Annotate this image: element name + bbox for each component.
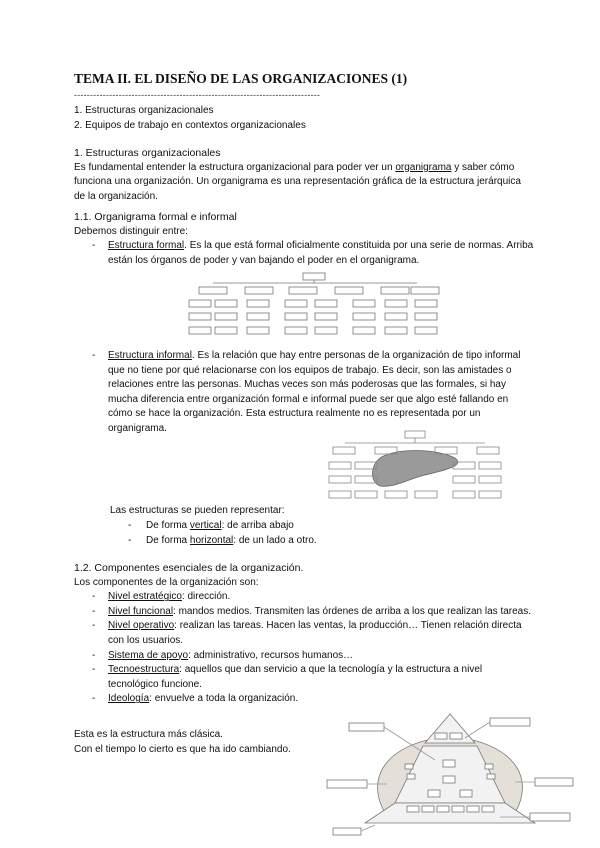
bullet-informal [74, 349, 534, 437]
term: Ideología [108, 693, 150, 705]
document-title: TEMA II. EL DISEÑO DE LAS ORGANIZACIONES (1) [74, 71, 408, 86]
closing-line: Esta es la estructura más clásica. [74, 729, 223, 740]
term: Estructura formal [108, 240, 185, 252]
text: : mandos medios. Transmiten las órdenes de arriba a los que realizan las tareas. [173, 605, 532, 617]
toc-item: 2. Equipos de trabajo en contextos organizacionales [74, 119, 306, 131]
table-of-contents [74, 104, 306, 133]
representation-block [110, 504, 285, 519]
closing-line: Con el tiempo lo cierto es que ha ido cambiando. [74, 743, 291, 755]
section-1 [74, 146, 534, 204]
separator: ----------------------------------------------------------------------------- [74, 90, 321, 100]
term: Sistema de apoyo [108, 649, 189, 661]
repr-horizontal [74, 534, 534, 549]
component-item [74, 649, 534, 664]
text: : envuelve a toda la organización. [149, 693, 299, 705]
closing [74, 728, 291, 757]
text: y saber cómo funciona una organización. Un organigrama es una representación gráfica de la estructura jerárquica de la organización. [74, 161, 521, 202]
text: : de un lado a otro. [233, 534, 317, 546]
text: : aquellos que dan servicio a que la tecnología y la estructura a nivel tecnológico funcione. [108, 664, 483, 690]
intro: Los componentes de la organización son: [74, 576, 259, 588]
component-item [74, 619, 534, 648]
section-1-2 [74, 561, 534, 707]
text: . Es la relación que hay entre personas de la organización de tipo informal que no tiene por qué relacionarse con los equipos de trabajo. Es decir, son las amistades o relaciones entre las personas. Muchas veces son más poderosas que las formales, si hay mucha diferencia entre organización formal e informal puede ser que algo esté fallando en cómo se hace la organización. Esta estructura realmente no es representada por un organigrama. [108, 350, 521, 434]
component-item [74, 590, 534, 605]
text: . Es la que está formal oficialmente constituida por una serie de normas. Arriba están los órganos de poder y van bajando el poder en el organigrama. [108, 240, 534, 266]
term-organigrama: organigrama [395, 161, 452, 173]
section-heading: 1.2. Componentes esenciales de la organización. [74, 562, 304, 574]
text: De forma [146, 534, 190, 546]
text: : realizan las tareas. Hacen las ventas, la producción… Tienen relación directa con los usuarios. [108, 620, 522, 646]
intro: Debemos distinguir entre: [74, 225, 188, 237]
component-item [74, 663, 534, 692]
term: Nivel estratégico [108, 591, 182, 603]
term: Tecnoestructura [108, 664, 180, 676]
term: Nivel funcional [108, 605, 174, 617]
component-item [74, 605, 534, 620]
repr-intro: Las estructuras se pueden representar: [110, 505, 285, 516]
paragraph [74, 161, 534, 205]
representation-list [74, 519, 534, 548]
bullet-informal-block [74, 349, 534, 437]
toc-item: 1. Estructuras organizacionales [74, 105, 214, 116]
term: vertical [189, 520, 222, 531]
term: Nivel operativo [108, 620, 175, 632]
section-heading: 1. Estructuras organizacionales [74, 147, 221, 159]
section-1-1 [74, 210, 534, 268]
component-item [74, 692, 534, 707]
text: : dirección. [181, 591, 231, 603]
organization-components-diagram [325, 708, 575, 836]
text: De forma [146, 520, 190, 531]
text: : administrativo, recursos humanos… [188, 649, 354, 661]
section-heading: 1.1. Organigrama formal e informal [74, 211, 237, 223]
repr-vertical [74, 519, 534, 534]
formal-org-chart-image [185, 272, 445, 340]
text: Es fundamental entender la estructura organizacional para poder ver un [74, 161, 396, 173]
term: Estructura informal [108, 350, 192, 361]
term: horizontal [189, 534, 234, 546]
informal-org-chart-image [325, 430, 505, 502]
text: : de arriba abajo [221, 520, 294, 531]
bullet-formal [74, 239, 534, 268]
